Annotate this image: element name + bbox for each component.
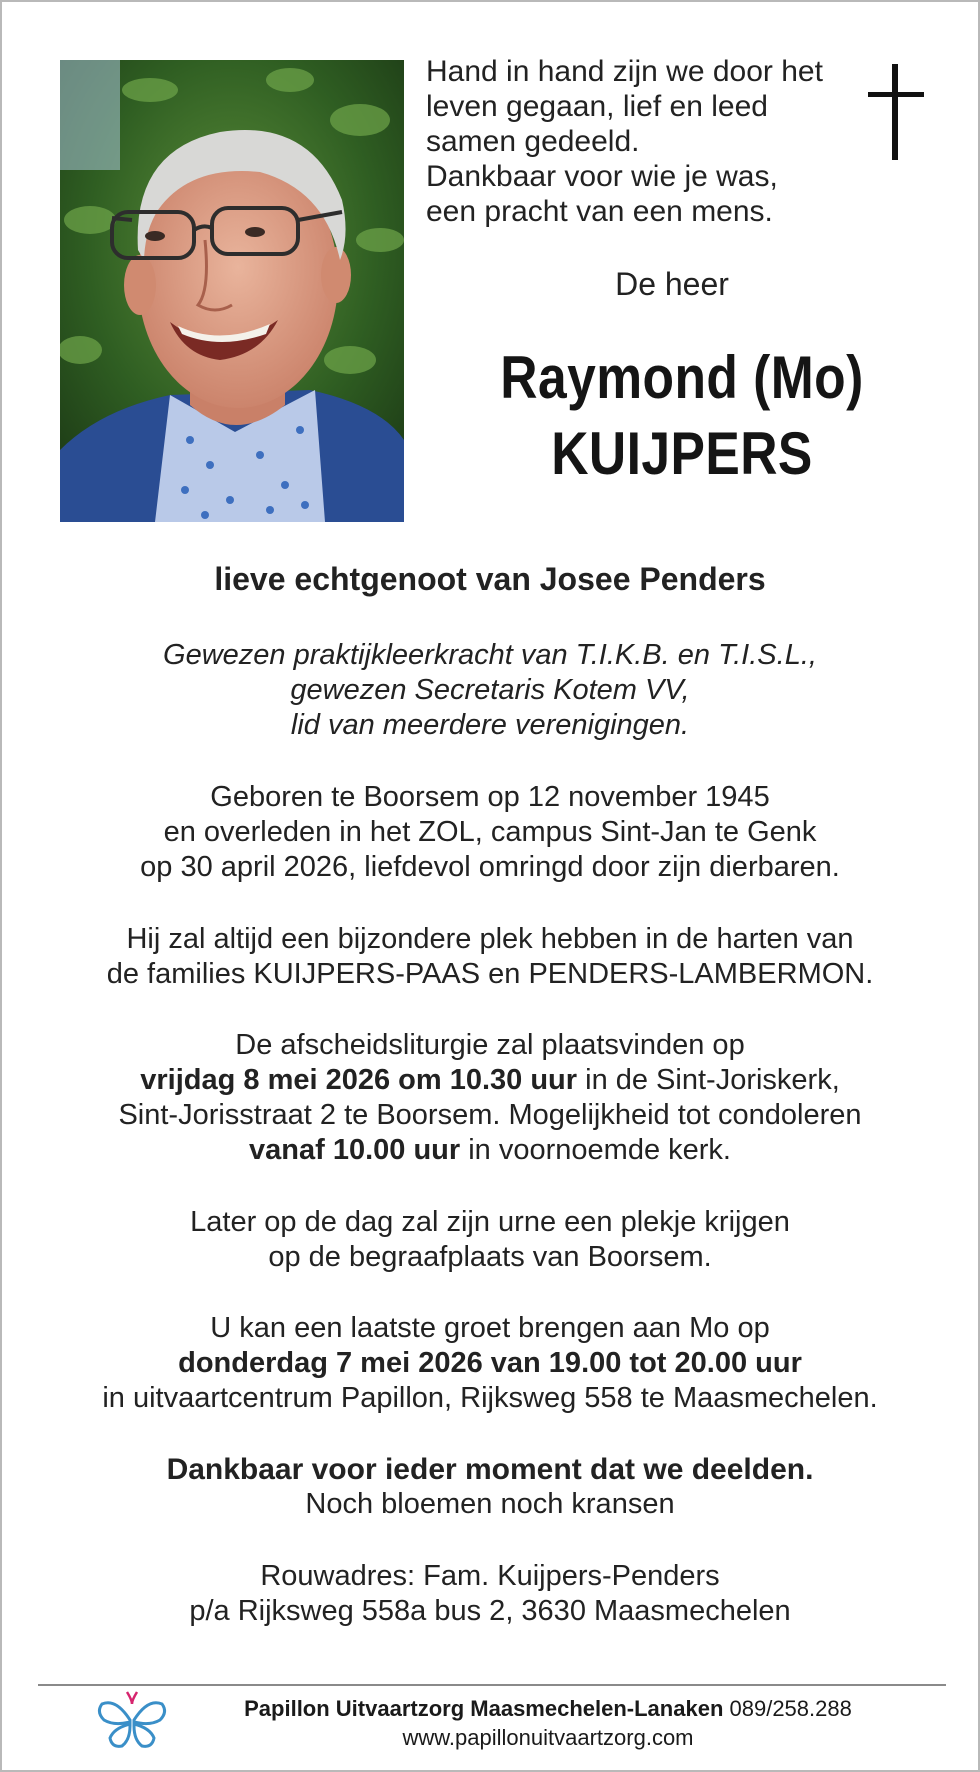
poem-line: Dankbaar voor wie je was, (426, 160, 778, 193)
career-section (2, 638, 978, 743)
liturgy-location: in de Sint-Joriskerk, (577, 1064, 840, 1096)
butterfly-logo-icon (94, 1690, 170, 1754)
address-line: p/a Rijksweg 558a bus 2, 3630 Maasmechelen (189, 1595, 791, 1627)
portrait-photo (60, 60, 404, 522)
visitation-date-text: donderdag 7 mei 2026 van 19.00 tot 20.00 uur (178, 1347, 802, 1379)
birth-death-line: Geboren te Boorsem op 12 november 1945 (210, 781, 770, 813)
urn-line: Later op de dag zal zijn urne een plekje krijgen (190, 1206, 790, 1238)
poem-line: Hand in hand zijn we door het (426, 55, 823, 88)
mourning-address (2, 1559, 978, 1629)
funeral-home-footer (188, 1694, 908, 1752)
condolence-time: vanaf 10.00 uur (249, 1134, 461, 1166)
spouse-line: lieve echtgenoot van Josee Penders (214, 561, 766, 597)
liturgy-date: vrijdag 8 mei 2026 om 10.30 uur (140, 1064, 578, 1096)
deceased-name (476, 340, 889, 492)
footer-divider (38, 1684, 946, 1686)
birth-death-section (2, 780, 978, 885)
birth-death-line: en overleden in het ZOL, campus Sint-Jan te Genk (163, 816, 817, 848)
portrait-image (60, 60, 404, 522)
poem (426, 54, 866, 229)
poem-line: samen gedeeld. (426, 125, 640, 158)
thanks-section (2, 1452, 978, 1522)
name-line-1: Raymond (Mo) (500, 344, 864, 411)
honorific: De heer (615, 266, 729, 302)
funeral-home-name: Papillon Uitvaartzorg Maasmechelen-Lanaken (244, 1696, 724, 1721)
families-line: de families KUIJPERS-PAAS en PENDERS-LAMBERMON. (106, 958, 874, 990)
visitation-line: in uitvaartcentrum Papillon, Rijksweg 558 te Maasmechelen. (102, 1382, 878, 1414)
liturgy-line: Sint-Jorisstraat 2 te Boorsem. Mogelijkheid tot condoleren (118, 1099, 862, 1131)
name-line-2: KUIJPERS (551, 420, 813, 487)
poem-line: leven gegaan, lief en leed (426, 90, 768, 123)
condolence-place: in voornoemde kerk. (460, 1134, 731, 1166)
liturgy-line (2, 1063, 978, 1098)
flowers-note: Noch bloemen noch kransen (305, 1488, 675, 1520)
liturgy-line (2, 1133, 978, 1168)
career-line: lid van meerdere verenigingen. (290, 709, 690, 741)
urn-section (2, 1205, 978, 1275)
urn-line: op de begraafplaats van Boorsem. (268, 1241, 712, 1273)
address-line: Rouwadres: Fam. Kuijpers-Penders (260, 1560, 720, 1592)
families-section (2, 922, 978, 992)
visitation-date (2, 1346, 978, 1381)
poem-line: een pracht van een mens. (426, 195, 773, 228)
career-line: gewezen Secretaris Kotem VV, (290, 674, 690, 706)
funeral-home-phone: 089/258.288 (723, 1696, 852, 1721)
liturgy-line: De afscheidsliturgie zal plaatsvinden op (235, 1029, 745, 1061)
career-line: Gewezen praktijkleerkracht van T.I.K.B. en T.I.S.L., (163, 639, 817, 671)
thanks-line: Dankbaar voor ieder moment dat we deelden. (166, 1453, 814, 1486)
funeral-home-line (188, 1694, 908, 1723)
visitation-line: U kan een laatste groet brengen aan Mo op (210, 1312, 770, 1344)
visitation-section (2, 1311, 978, 1416)
birth-death-line: op 30 april 2026, liefdevol omringd door zijn dierbaren. (140, 851, 840, 883)
liturgy-section (2, 1028, 978, 1168)
cross-icon (868, 64, 924, 160)
families-line: Hij zal altijd een bijzondere plek hebben in de harten van (126, 923, 854, 955)
funeral-home-website[interactable]: www.papillonuitvaartzorg.com (402, 1725, 694, 1750)
